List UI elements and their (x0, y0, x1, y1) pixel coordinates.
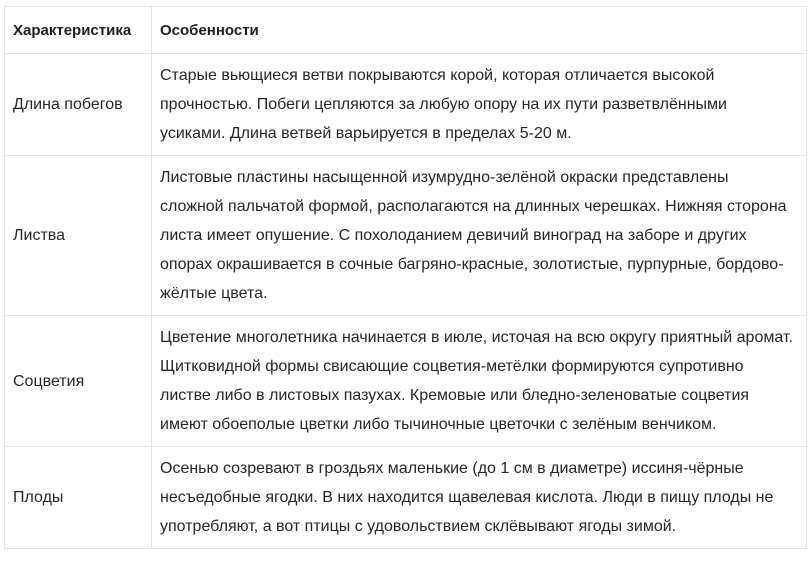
row-feature-shoot-length: Длина побегов (5, 54, 152, 156)
row-feature-fruits: Плоды (5, 447, 152, 549)
row-details-foliage: Листовые пластины насыщенной изумрудно-зелёной окраски представлены сложной пальчатой формой, располагаются на длинных черешках. Нижняя сторона листа имеет опушение. С похолоданием девичий виноград на заборе и других опорах окрашивается в сочные багряно-красные, золотистые, пурпурные, бордово-жёлтые цвета. (152, 156, 807, 316)
table-header-row (5, 7, 807, 54)
row-details-fruits: Осенью созревают в гроздьях маленькие (до 1 см в диаметре) иссиня-чёрные несъедобные ягодки. В них находится щавелевая кислота. Люди в пищу плоды не употребляют, а вот птицы с удовольствием склёвывают ягоды зимой. (152, 447, 807, 549)
row-feature-foliage: Листва (5, 156, 152, 316)
row-feature-inflorescence: Соцветия (5, 316, 152, 447)
header-feature: Характеристика (5, 7, 152, 54)
row-details-shoot-length: Старые вьющиеся ветви покрываются корой, которая отличается высокой прочностью. Побеги цепляются за любую опору на их пути разветвлёнными усиками. Длина ветвей варьируется в пределах 5-20 м. (152, 54, 807, 156)
row-details-inflorescence: Цветение многолетника начинается в июле, источая на всю округу приятный аромат. Щитковидной формы свисающие соцветия-метёлки формируются супротивно листве либо в листовых пазухах. Кремовые или бледно-зеленоватые соцветия имеют обоеполые цветки либо тычиночные цветочки с зелёным венчиком. (152, 316, 807, 447)
header-details: Особенности (152, 7, 807, 54)
table-row (5, 316, 807, 447)
table-row (5, 447, 807, 549)
table-row (5, 156, 807, 316)
table-row (5, 54, 807, 156)
characteristics-table (4, 6, 807, 549)
